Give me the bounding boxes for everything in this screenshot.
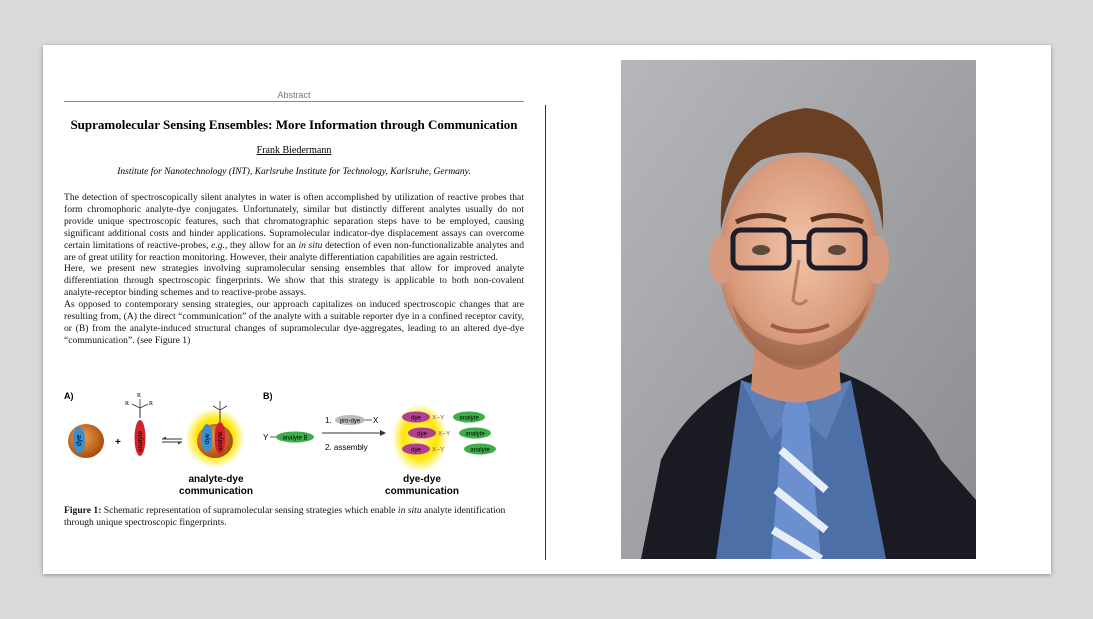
figure-caption — [64, 505, 524, 529]
dye-label-b2: dye — [417, 431, 427, 438]
caption-text-b: analyte identification through unique spectroscopic fingerprints. — [64, 505, 506, 528]
paragraph-1 — [64, 192, 524, 263]
panel-a-label: A) — [64, 391, 74, 401]
comm-b-line2: communication — [385, 486, 459, 497]
r-label-3: R — [137, 393, 142, 399]
dye-label-b1: dye — [411, 415, 421, 422]
analyte-label-complex: analyte — [218, 431, 224, 451]
document-page — [43, 45, 1051, 574]
analyte-dye-complex — [185, 401, 245, 468]
p1-insitu: in situ — [298, 239, 323, 251]
author-name: Frank Biedermann — [256, 145, 332, 156]
prodye-label: pro-dye — [339, 418, 361, 425]
plus-sign: + — [115, 437, 121, 448]
column-divider — [545, 105, 546, 560]
xy-label-2: X–Y — [438, 430, 451, 438]
paper-title: Supramolecular Sensing Ensembles: More Information through Communication — [70, 117, 518, 132]
abstract-divider — [64, 101, 524, 102]
abstract-body — [64, 192, 524, 347]
comm-a-line1: analyte-dye — [188, 474, 244, 485]
dye-label-b3: dye — [411, 447, 421, 454]
dye-aggregate — [392, 404, 496, 472]
xy-label-1: X–Y — [432, 414, 445, 422]
xy-label-3: X–Y — [432, 446, 445, 454]
host-dye-complex — [68, 424, 104, 458]
r-label-2: R — [149, 401, 154, 407]
analyte-label-b3: analyte — [470, 447, 490, 454]
abstract-label: Abstract — [277, 90, 311, 100]
r-label-1: R — [125, 401, 130, 407]
author-portrait — [621, 60, 976, 559]
analyte-label-b1: analyte — [459, 415, 479, 422]
caption-insitu: in situ — [397, 505, 422, 516]
affiliation: Institute for Nanotechnology (INT), Karlsruhe Institute for Technology, Karlsruhe, Germany. — [117, 167, 471, 177]
x-label: X — [373, 416, 379, 425]
step2-label: 2. assembly — [325, 443, 368, 452]
analyte-a — [125, 393, 153, 456]
panel-b-label: B) — [263, 391, 273, 401]
paragraph-2: Here, we present new strategies involving supramolecular sensing ensembles that allow for improved analyte differentiation through spectroscopic fingerprints. We show that this strategy is applicable to both non-covalent analyte-receptor binding schemes and to reactive-probe assays. — [64, 263, 524, 299]
analyte-label-b2: analyte — [465, 431, 485, 438]
p1-text-b: , they allow for an — [224, 239, 299, 251]
step1-label: 1. — [325, 416, 332, 425]
analyte-label-a: analyte — [137, 431, 144, 452]
p1-text-c: detection of even non-functionalizable analytes and are of great utility for reaction monitoring. However, their analyte differentiation capabilities are again restricted. — [64, 239, 524, 263]
equilibrium-arrow — [162, 437, 182, 445]
p1-eg: e.g. — [211, 239, 225, 251]
dye-label-complex: dye — [204, 433, 211, 444]
caption-text-a: Schematic representation of supramolecular sensing strategies which enable — [101, 505, 398, 516]
figure-1-schematic — [64, 388, 534, 503]
p1-text-a: The detection of spectroscopically silent analytes in water is often accomplished by utilization of reactive probes that form chromophoric analyte-dye conjugates. Unfortunately, similar but distinctly different analytes usually do not provide unique spectroscopic features, such that chromatographic separation steps have to be employed, causing significant additional costs and hinder applications. Supramolecular indicator-dye displacement assays can overcome certain limitations of reactive-probes, — [64, 192, 524, 251]
caption-label: Figure 1: — [64, 505, 102, 516]
analyte-b-label: analyte B — [282, 435, 308, 442]
dye-label-a: dye — [76, 434, 83, 446]
y-label: Y — [263, 433, 269, 442]
comm-a-line2: communication — [179, 486, 253, 497]
paragraph-3: As opposed to contemporary sensing strategies, our approach capitalizes on induced spectroscopic changes that are resulting from, (A) the direct “communication” of the analyte with a suitable reporter dye in a confined receptor cavity, or (B) from the analyte-induced structural changes of supramolecular dye-aggregates, leading to an altered dye-dye “communication”. (see Figure 1) — [64, 299, 524, 346]
comm-b-line1: dye-dye — [403, 474, 441, 485]
